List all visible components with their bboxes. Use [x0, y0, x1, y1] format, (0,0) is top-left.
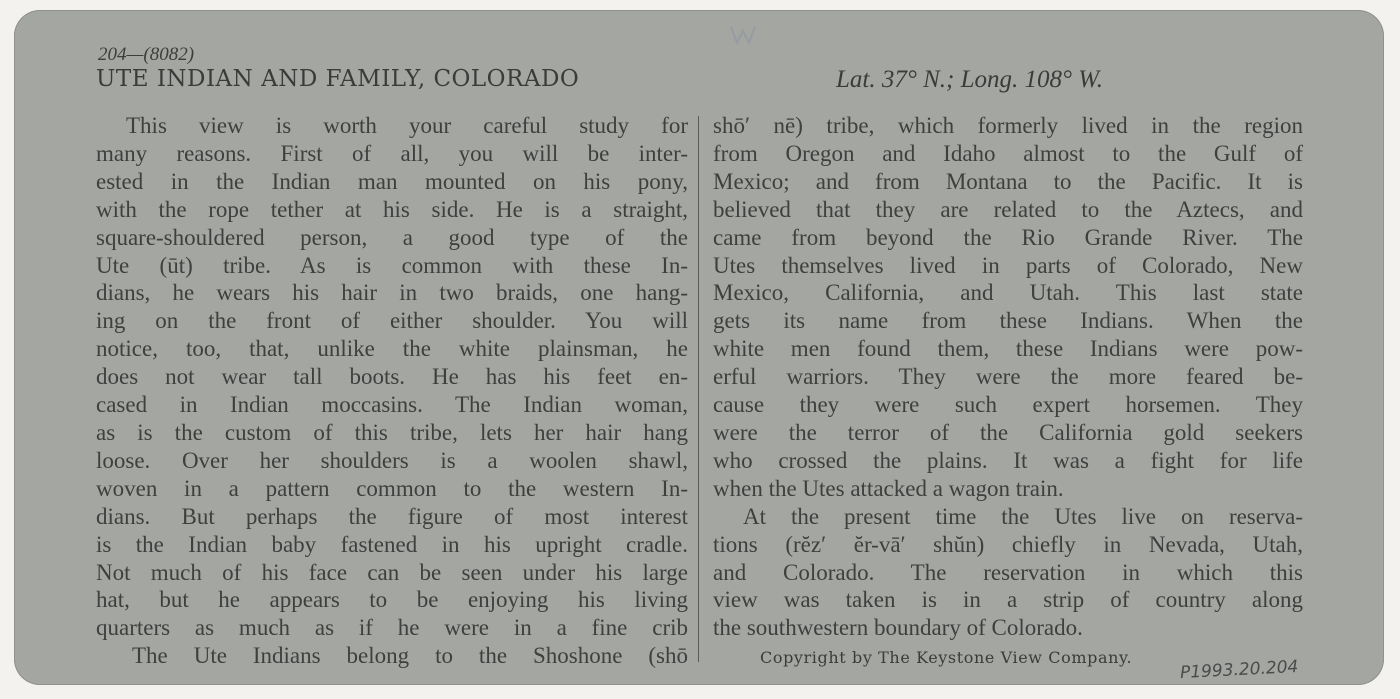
text-line: hat, but he appears to be enjoying his living [96, 587, 688, 613]
text-line: white men found them, these Indians were pow- [713, 336, 1303, 362]
text-line: shō′ nē) tribe, which formerly lived in the region [713, 113, 1303, 138]
text-line: ested in the Indian man mounted on his pony, [96, 168, 688, 194]
text-line: ing on the front of either shoulder. You will [96, 308, 688, 334]
text-line: view was taken is in a strip of country along [713, 587, 1303, 613]
text-line: Not much of his face can be seen under his large [96, 559, 688, 585]
text-line: when the Utes attacked a wagon train. [713, 475, 1064, 501]
text-line: gets its name from these Indians. When the [713, 308, 1303, 334]
text-line: and Colorado. The reservation in which this [713, 559, 1303, 585]
text-line: does not wear tall boots. He has his feet en- [96, 364, 688, 390]
card-title: UTE INDIAN AND FAMILY, COLORADO [96, 66, 580, 92]
text-line: many reasons. First of all, you will be inter- [96, 140, 688, 166]
text-line: Mexico, California, and Utah. This last state [713, 280, 1303, 306]
coordinates: Lat. 37° N.; Long. 108° W. [836, 66, 1104, 93]
catalog-number: 204—(8082) [98, 44, 195, 65]
text-line: loose. Over her shoulders is a woolen shawl, [96, 447, 688, 473]
right-text-column [713, 112, 1303, 642]
text-line: woven in a pattern common to the western In- [96, 475, 688, 501]
text-line: At the present time the Utes live on reserva- [743, 503, 1303, 529]
text-line: Utes themselves lived in parts of Colorado, New [713, 252, 1303, 278]
text-line: as is the custom of this tribe, lets her hair hang [96, 419, 688, 445]
text-line: from Oregon and Idaho almost to the Gulf of [713, 140, 1303, 166]
faint-pencil-mark [728, 24, 764, 46]
text-line: believed that they are related to the Aztecs, and [713, 196, 1303, 222]
text-line: Mexico; and from Montana to the Pacific. It is [713, 168, 1303, 194]
text-line: quarters as much as if he were in a fine crib [96, 615, 688, 641]
text-line: came from beyond the Rio Grande River. The [713, 224, 1303, 250]
text-line: tions (rĕz′ ĕr-vā′ shŭn) chiefly in Nevada, Utah, [713, 531, 1303, 557]
text-line: Ute (ūt) tribe. As is common with these In- [96, 252, 688, 278]
text-line: erful warriors. They were the more feared be- [713, 364, 1303, 390]
text-line: square-shouldered person, a good type of the [96, 224, 688, 250]
text-line: were the terror of the California gold seekers [713, 419, 1303, 445]
text-line: dians, he wears his hair in two braids, one hang- [96, 280, 688, 306]
text-line: This view is worth your careful study for [126, 113, 688, 138]
text-line: notice, too, that, unlike the white plainsman, he [96, 336, 688, 362]
column-divider [698, 116, 699, 662]
text-line: who crossed the plains. It was a fight for life [713, 447, 1303, 473]
copyright-notice: Copyright by The Keystone View Company. [760, 648, 1133, 667]
text-line: the southwestern boundary of Colorado. [713, 615, 1083, 641]
text-line: The Ute Indians belong to the Shoshone (shō [132, 643, 688, 669]
text-line: dians. But perhaps the figure of most interest [96, 503, 688, 529]
text-line: with the rope tether at his side. He is a straight, [96, 196, 688, 222]
text-line: cased in Indian moccasins. The Indian woman, [96, 392, 688, 418]
accession-number: P1993.20.204 [1179, 656, 1299, 684]
left-text-column [96, 112, 688, 670]
text-line: is the Indian baby fastened in his upright cradle. [96, 531, 688, 557]
text-line: cause they were such expert horsemen. They [713, 392, 1303, 418]
